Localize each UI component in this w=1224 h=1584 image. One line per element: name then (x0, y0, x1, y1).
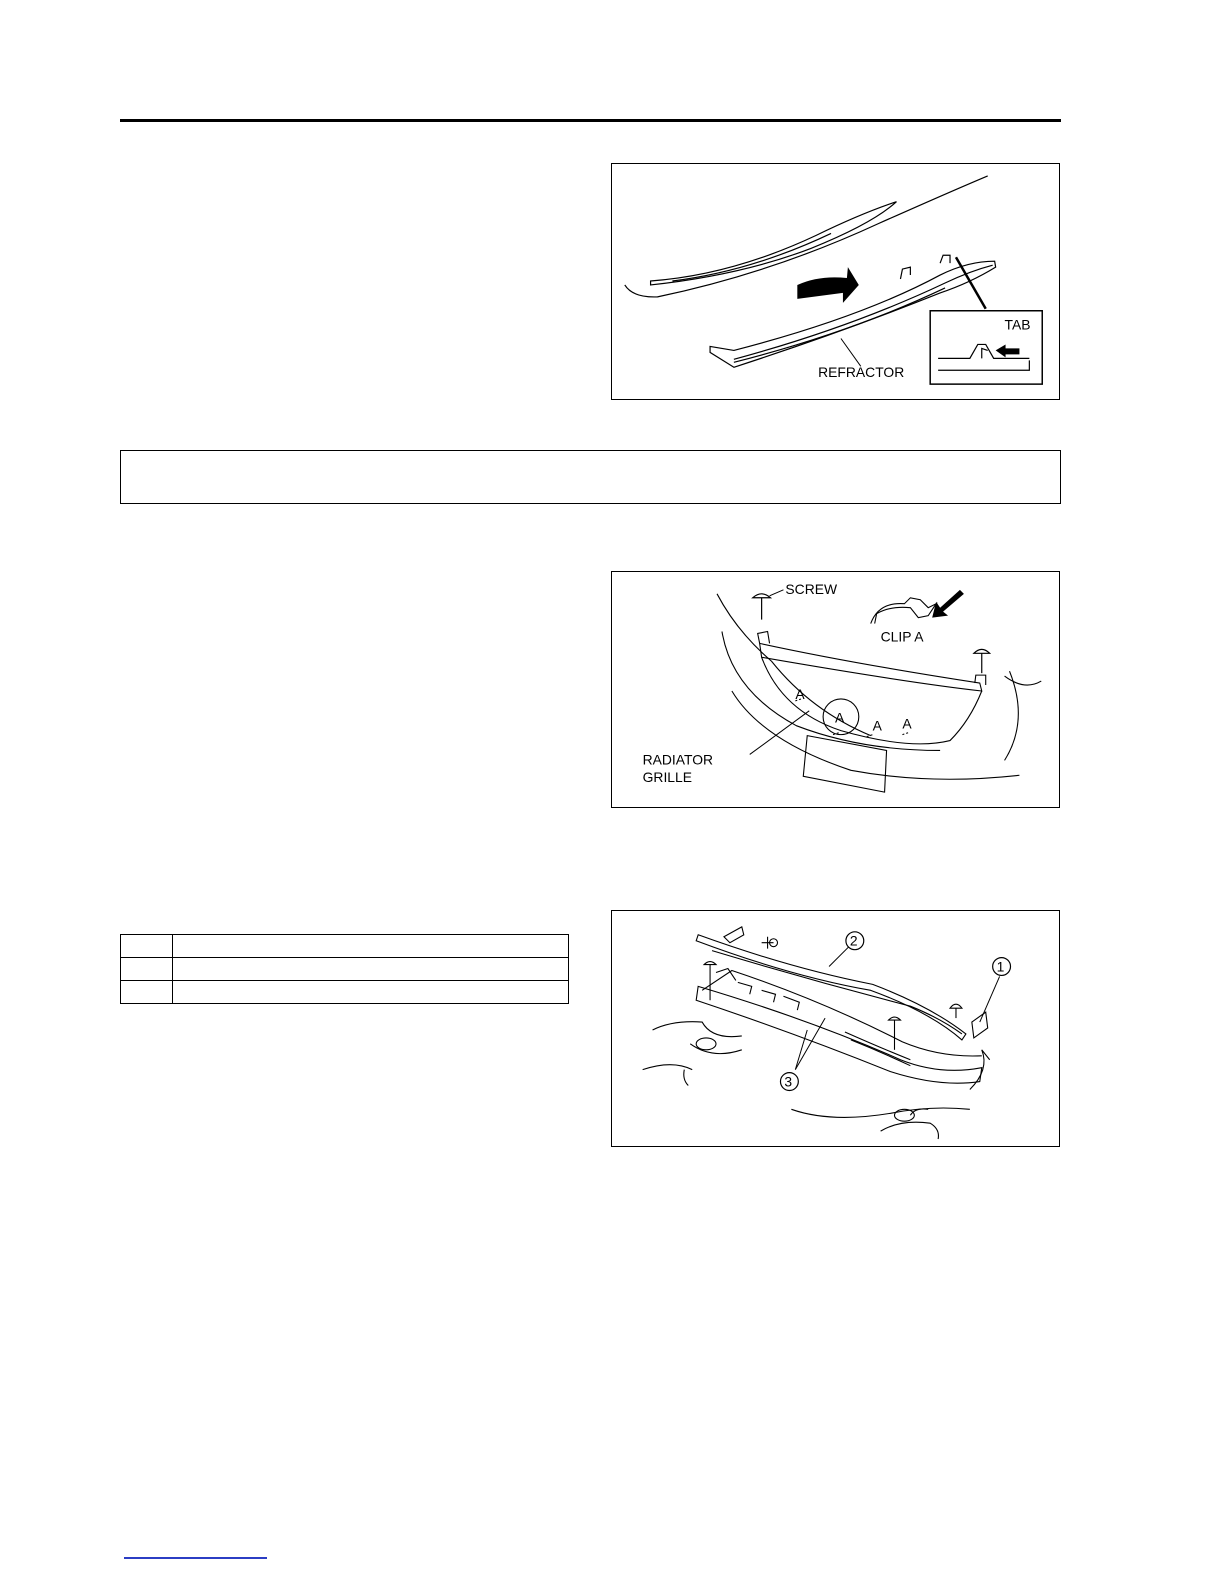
table-row (121, 935, 569, 958)
table-cell-part (173, 981, 569, 1004)
radiator-grille-figure (611, 571, 1060, 808)
radiator-grille-illustration (612, 572, 1059, 807)
cowl-figure (611, 910, 1060, 1147)
radiator-grille-label-line1: RADIATOR (642, 751, 714, 768)
clip-marker-a: A (872, 717, 882, 734)
callout-3: 3 (784, 1073, 793, 1090)
refractor-illustration (612, 164, 1059, 399)
refractor-label: REFRACTOR (818, 364, 905, 381)
callout-2: 2 (849, 932, 858, 949)
clip-a-label: CLIP A (880, 628, 924, 645)
table-cell-number (121, 981, 173, 1004)
footer-link-underline[interactable] (124, 1557, 267, 1559)
refractor-figure (611, 163, 1060, 400)
parts-table (120, 934, 569, 1004)
clip-marker-a: A (902, 715, 912, 732)
clip-marker-a: A (795, 685, 805, 702)
table-row (121, 958, 569, 981)
table-row (121, 981, 569, 1004)
header-rule (120, 119, 1061, 122)
clip-marker-a: A (835, 709, 845, 726)
table-cell-number (121, 935, 173, 958)
table-cell-part (173, 958, 569, 981)
screw-label: SCREW (785, 580, 838, 597)
callout-1: 1 (996, 958, 1005, 975)
table-cell-part (173, 935, 569, 958)
radiator-grille-label-line2: GRILLE (642, 769, 693, 786)
cowl-illustration (612, 911, 1059, 1146)
table-cell-number (121, 958, 173, 981)
note-box (120, 450, 1061, 504)
tab-label: TAB (1004, 316, 1031, 333)
